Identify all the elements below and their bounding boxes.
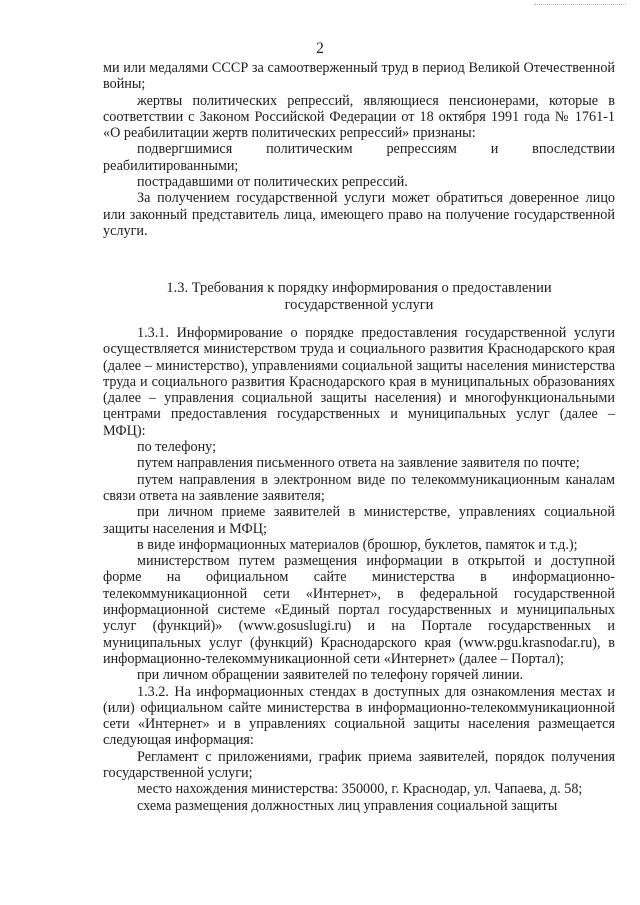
- paragraph: при личном обращении заявителей по телефону горячей линии.: [137, 667, 524, 684]
- text-block-eligibility: [103, 60, 615, 239]
- paragraph: при личном приеме заявителей в министерстве, управлениях социальной защиты населения и МФЦ;: [103, 504, 615, 537]
- paragraph: по телефону;: [137, 439, 217, 456]
- paragraph: подвергшимися политическим репрессиям и впоследствии реабилитированными;: [103, 141, 615, 174]
- paragraph: в виде информационных материалов (брошюр, буклетов, памяток и т.д.);: [137, 536, 578, 553]
- page-number: 2: [316, 40, 324, 57]
- paragraph: За получением государственной услуги может обратиться доверенное лицо или законный представитель лица, имеющего право на получение государственной услуги.: [103, 190, 615, 239]
- paragraph: путем направления в электронном виде по телекоммуникационным каналам связи ответа на заявление заявителя;: [103, 471, 615, 504]
- paragraph: схема размещения должностных лиц управления социальной защиты: [137, 797, 558, 814]
- paragraph: министерством путем размещения информации в открытой и доступной форме на официальном сайте министерства в информационно-телекоммуникационной сети «Интернет», в федеральной государственной информационной системе «Единый портал государственных и муниципальных услуг (функций)» (www.gosuslugi.ru) и на Портале государственных и муниципальных услуг (функций) Краснодарского края (www.pgu.krasnodar.ru), в информационно-телекоммуникационной сети «Интернет» (далее – Портал);: [103, 553, 615, 667]
- scan-artifact: [534, 4, 626, 6]
- paragraph: 1.3.2. На информационных стендах в доступных для ознакомления местах и (или) официальном сайте министерства в информационно-телекоммуникационной сети «Интернет» и в управлениях социальной защиты населения размещается следующая информация:: [103, 683, 615, 749]
- text-block-informing: [103, 325, 615, 814]
- paragraph: жертвы политических репрессий, являющиеся пенсионерами, которые в соответствии с Законом Российской Федерации от 18 октября 1991 года № 1761-1 «О реабилитации жертв политических репрессий» признаны:: [103, 92, 615, 142]
- paragraph: Регламент с приложениями, график приема заявителей, порядок получения государственной услуги;: [103, 748, 615, 782]
- paragraph: ми или медалями СССР за самоотверженный труд в период Великой Отечественной войны;: [103, 60, 615, 93]
- section-heading: [103, 280, 615, 314]
- paragraph: путем направления письменного ответа на заявление заявителя по почте;: [137, 455, 580, 472]
- paragraph: пострадавшими от политических репрессий.: [137, 174, 408, 191]
- section-heading-line: 1.3. Требования к порядку информирования о предоставлении: [166, 280, 552, 296]
- paragraph: 1.3.1. Информирование о порядке предоставления государственной услуги осуществляется министерством труда и социального развития Краснодарского края (далее – министерство), управлениями социальной защиты населения министерства труда и социального развития Краснодарского края в муниципальных образованиях (далее – управления социальной защиты населения) и многофункциональными центрами предоставления государственных и муниципальных услуг (далее – МФЦ):: [103, 325, 615, 439]
- section-heading-line: государственной услуги: [284, 297, 434, 313]
- paragraph: место нахождения министерства: 350000, г. Краснодар, ул. Чапаева, д. 58;: [137, 781, 583, 798]
